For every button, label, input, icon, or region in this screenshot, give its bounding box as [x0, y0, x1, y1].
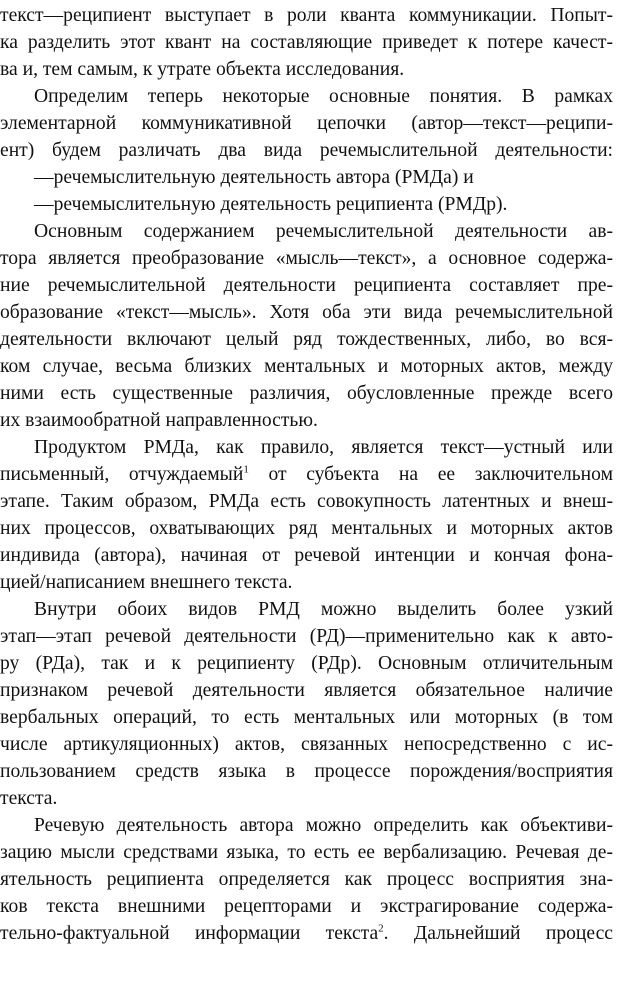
paragraph-line: образование «текст—мысль». Хотя оба эти вида речемыслительной: [0, 302, 613, 323]
paragraph-line: текст—реципиент выступает в роли кванта коммуникации. Попыт-: [0, 5, 613, 26]
paragraph-line: числе артикуляционных) актов, связанных непосредственно с ис-: [0, 734, 613, 755]
paragraph-line: тора является преобразование «мысль—текст», а основное содержа-: [0, 248, 613, 269]
paragraph-line: зацию мысли средствами языка, то есть ее вербализацию. Речевая де-: [0, 842, 613, 863]
paragraph-line: Внутри обоих видов РМД можно выделить более узкий: [34, 599, 613, 620]
paragraph-line: вербальных операций, то есть ментальных или моторных (в том: [0, 707, 613, 728]
line-segment: . Дальнейший процесс: [383, 923, 613, 944]
list-item: —речемыслительную деятельность автора (РМДа) и: [34, 167, 474, 188]
footnote-ref: 1: [243, 463, 249, 476]
paragraph-line: деятельности включают целый ряд тождественных, либо, во вся-: [0, 329, 613, 350]
paragraph-line: Основным содержанием речемыслительной деятельности ав-: [34, 221, 613, 242]
paragraph-line: элементарной коммуникативной цепочки (автор—текст—реципи-: [0, 113, 613, 134]
paragraph-line: них процессов, охватывающих ряд ментальных и моторных актов: [0, 518, 613, 539]
paragraph-line: Продуктом РМДа, как правило, является текст—устный или: [34, 437, 613, 458]
paragraph-line: Определим теперь некоторые основные понятия. В рамках: [34, 86, 613, 107]
paragraph-line: пользованием средств языка в процессе порождения/восприятия: [0, 761, 613, 782]
paragraph-line: ятельность реципиента определяется как процесс восприятия зна-: [0, 869, 613, 890]
line-segment: письменный, отчуждаемый: [0, 464, 244, 485]
paragraph-line: их взаимообратной направленностью.: [0, 410, 318, 431]
paragraph-line: ру (РДа), так и к реципиенту (РДр). Основным отличительным: [0, 653, 613, 674]
paragraph-line: ка разделить этот квант на составляющие приведет к потере качест-: [0, 32, 613, 53]
paragraph-line: этап—этап речевой деятельности (РД)—применительно как к авто-: [0, 626, 613, 647]
paragraph-line: признаком речевой деятельности является обязательное наличие: [0, 680, 613, 701]
paragraph-line: [0, 920, 613, 947]
paragraph-line: ними есть существенные различия, обусловленные прежде всего: [0, 383, 613, 404]
paragraph-line: этапе. Таким образом, РМДа есть совокупность латентных и внеш-: [0, 491, 613, 512]
paragraph-line: ков текста внешними рецепторами и экстрагирование содержа-: [0, 896, 613, 917]
paragraph-line: ком случае, весьма близких ментальных и моторных актов, между: [0, 356, 613, 377]
list-item: —речемыслительную деятельность реципиента (РМДр).: [34, 194, 508, 215]
paragraph-line: Речевую деятельность автора можно определить как объективи-: [34, 815, 613, 836]
paragraph-line: цией/написанием внешнего текста.: [0, 572, 293, 593]
line-segment: от субъекта на ее заключительном: [268, 464, 613, 485]
paragraph-line: ние речемыслительной деятельности реципиента составляет пре-: [0, 275, 613, 296]
paragraph-line: индивида (автора), начиная от речевой интенции и кончая фона-: [0, 545, 613, 566]
paragraph-line: ент) будем различать два вида речемыслительной деятельности:: [0, 140, 613, 161]
footnote-ref: 2: [378, 922, 384, 935]
paragraph-line: ва и, тем самым, к утрате объекта исследования.: [0, 59, 405, 80]
paragraph-line: текста.: [0, 788, 58, 809]
line-segment: тельно-фактуальной информации текста: [0, 923, 379, 944]
paragraph-line: [0, 461, 613, 488]
